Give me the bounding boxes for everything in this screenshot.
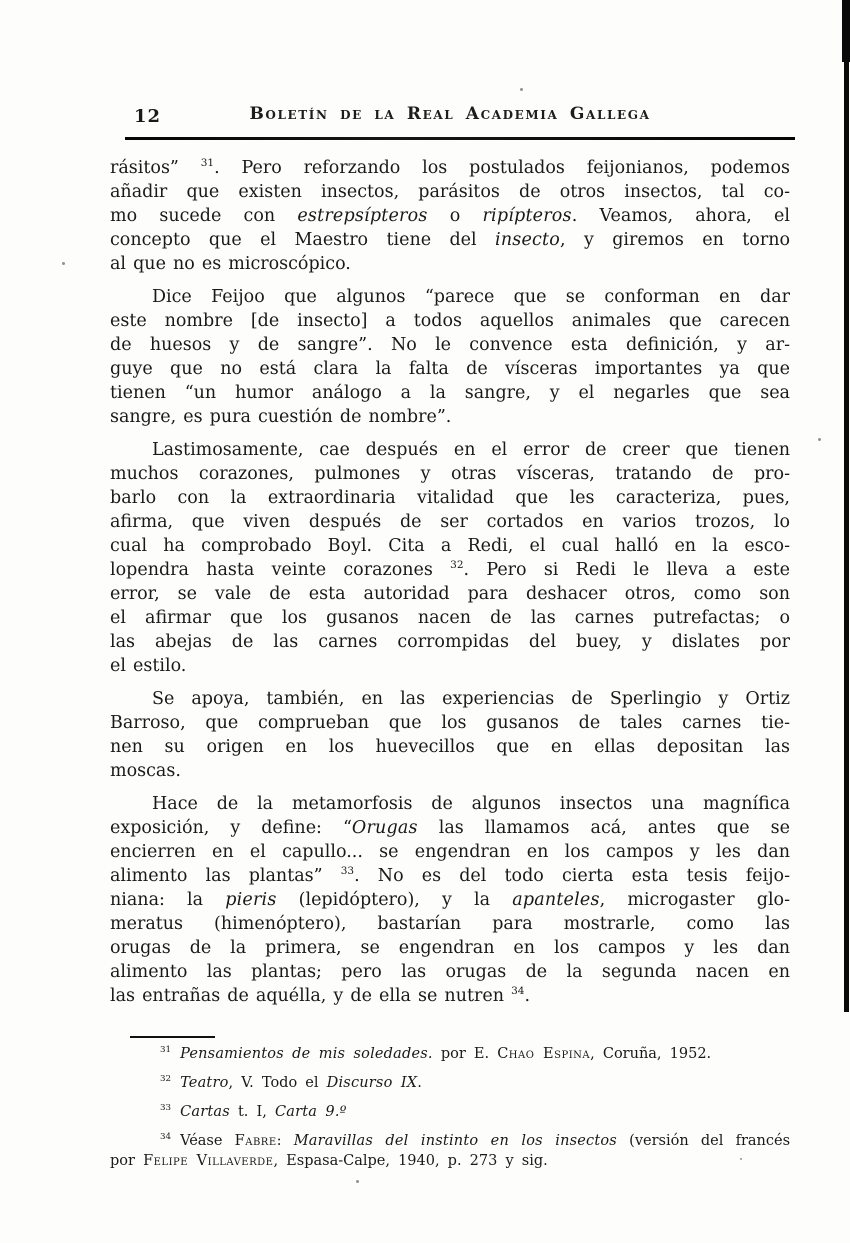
text-segment: niana: la: [110, 890, 226, 910]
footnote-reference: 33: [340, 865, 355, 878]
text-segment: alimento las plantas; pero las orugas de la segunda nacen en: [110, 962, 790, 982]
footnote-separator: [130, 1036, 215, 1038]
text-segment: las abejas de las carnes corrompidas del buey, y dislates por: [110, 632, 790, 652]
text-segment: Pensamientos de mis soledades.: [180, 1046, 433, 1062]
text-line: [110, 438, 790, 462]
text-line: [110, 960, 790, 984]
text-line: [110, 357, 790, 381]
page-body: [110, 156, 790, 1008]
text-segment: barlo con la extraordinaria vitalidad que les caracteriza, pues,: [110, 488, 790, 508]
text-line: [110, 180, 790, 204]
text-segment: Cartas: [180, 1104, 230, 1120]
footnote-reference: 32: [160, 1074, 172, 1085]
text-line: [110, 1102, 790, 1122]
text-segment: .: [417, 1075, 422, 1091]
footnote-reference: 33: [160, 1103, 172, 1114]
text-segment: Orugas: [351, 818, 418, 838]
text-line: [110, 510, 790, 534]
text-segment: encierren en el capullo... se engendran en los campos y les dan: [110, 842, 790, 862]
text-segment: las llamamos acá, antes que se: [417, 818, 791, 838]
text-segment: :: [276, 1133, 294, 1149]
footnote: [110, 1131, 790, 1171]
text-line: [110, 888, 790, 912]
text-segment: , V. Todo el: [228, 1075, 327, 1091]
text-segment: este nombre [de insecto] a todos aquellos animales que carecen: [110, 311, 790, 331]
text-segment: , Espasa-Calpe, 1940, p. 273 y sig.: [273, 1153, 548, 1169]
text-line: [110, 582, 790, 606]
text-segment: . No es del todo cierta esta tesis feijo-: [354, 866, 790, 886]
text-line: [110, 1151, 790, 1171]
text-segment: por: [110, 1153, 144, 1169]
text-line: [110, 1044, 790, 1064]
scan-speck: [62, 262, 65, 265]
text-segment: Teatro: [180, 1075, 229, 1091]
text-line: [110, 936, 790, 960]
text-segment: Felipe Villaverde: [143, 1153, 274, 1169]
text-line: [110, 864, 790, 888]
footnote: [110, 1102, 790, 1122]
text-segment: afirma, que viven después de ser cortados en varios trozos, lo: [110, 512, 790, 532]
footnotes: [110, 1044, 790, 1171]
footnote: [110, 1044, 790, 1064]
paragraph: [110, 687, 790, 783]
scan-edge-artifact-top: [842, 0, 850, 62]
scan-speck: [520, 88, 523, 91]
paragraph: [110, 285, 790, 429]
text-line: [110, 840, 790, 864]
text-segment: Fabre: [234, 1133, 277, 1149]
text-line: [110, 735, 790, 759]
text-segment: , Coruña, 1952.: [590, 1046, 712, 1062]
footnote-reference: 34: [160, 1132, 172, 1143]
paragraph: [110, 438, 790, 678]
scan-edge-artifact: [844, 0, 849, 1012]
text-segment: estrepsípteros: [297, 206, 428, 226]
text-segment: Dice Feijoo que algunos “parece que se conforman en dar: [152, 287, 790, 307]
text-segment: por E.: [432, 1046, 498, 1062]
scan-speck: [356, 1180, 359, 1183]
text-line: [110, 1073, 790, 1093]
text-line: [110, 486, 790, 510]
text-segment: (versión del francés: [616, 1133, 791, 1149]
text-line: [110, 984, 790, 1008]
text-segment: ripípteros: [482, 206, 572, 226]
text-segment: , microgaster glo-: [599, 890, 791, 910]
text-line: [110, 462, 790, 486]
text-segment: nen su origen en los huevecillos que en ellas depositan las: [110, 737, 790, 757]
footnote-reference: 32: [450, 559, 464, 572]
text-segment: Se apoya, también, en las experiencias de Sperlingio y Ortiz: [152, 689, 790, 709]
text-segment: error, se vale de esta autoridad para deshacer otros, como son: [110, 584, 790, 604]
text-segment: Discurso IX: [326, 1075, 418, 1091]
text-segment: Barroso, que comprueban que los gusanos de tales carnes tie-: [110, 713, 790, 733]
text-line: [110, 687, 790, 711]
text-segment: alimento las plantas”: [110, 866, 341, 886]
text-segment: lopendra hasta veinte corazones: [110, 560, 451, 580]
text-segment: el afirmar que los gusanos nacen de las carnes putrefactas; o: [110, 608, 790, 628]
text-line: [110, 711, 790, 735]
text-segment: tienen “un humor análogo a la sangre, y el negarles que sea: [110, 383, 790, 403]
text-segment: rásitos”: [110, 158, 201, 178]
text-line: [110, 309, 790, 333]
paragraph: [110, 792, 790, 1008]
text-segment: t. I,: [229, 1104, 275, 1120]
text-segment: Véase: [180, 1133, 235, 1149]
text-line: [110, 156, 790, 180]
text-segment: pieris: [225, 890, 277, 910]
footnote: [110, 1073, 790, 1093]
text-line: [110, 816, 790, 840]
text-line: [110, 534, 790, 558]
footnote-reference: 34: [511, 985, 525, 998]
text-line: [110, 912, 790, 936]
text-segment: exposición, y define: “: [110, 818, 352, 838]
text-segment: (lepidóptero), y la: [276, 890, 513, 910]
text-segment: Maravillas del instinto en los insectos: [293, 1133, 617, 1149]
text-segment: . Pero reforzando los postulados feijonianos, podemos: [214, 158, 790, 178]
text-line: [110, 558, 790, 582]
text-line: [110, 285, 790, 309]
text-line: [110, 333, 790, 357]
text-segment: añadir que existen insectos, parásitos de otros insectos, tal co-: [110, 182, 790, 202]
scan-speck: [818, 438, 821, 441]
running-title: Boletín de la Real Academia Gallega: [249, 104, 651, 124]
text-segment: al que no es microscópico.: [110, 254, 351, 274]
text-segment: de huesos y de sangre”. No le convence esta definición, y ar-: [110, 335, 790, 355]
text-segment: meratus (himenóptero), bastarían para mostrarle, como las: [110, 914, 790, 934]
text-line: [110, 204, 790, 228]
text-line: [110, 759, 790, 783]
text-line: [110, 252, 790, 276]
text-segment: Carta 9.º: [274, 1104, 347, 1120]
text-segment: . Veamos, ahora, el: [571, 206, 790, 226]
text-segment: moscas.: [110, 761, 181, 781]
text-line: [110, 228, 790, 252]
text-segment: . Pero si Redi le lleva a este: [463, 560, 790, 580]
footnote-reference: 31: [200, 157, 215, 170]
text-segment: o: [427, 206, 483, 226]
text-segment: .: [524, 986, 531, 1006]
text-segment: concepto que el Maestro tiene del: [110, 230, 496, 250]
text-segment: apanteles: [512, 890, 600, 910]
text-segment: mo sucede con: [110, 206, 298, 226]
page-header: [110, 104, 790, 132]
text-segment: cual ha comprobado Boyl. Cita a Redi, el cual halló en la esco-: [110, 536, 790, 556]
text-line: [110, 630, 790, 654]
text-line: [110, 381, 790, 405]
header-rule: [125, 137, 795, 140]
text-segment: , y giremos en torno: [560, 230, 791, 250]
text-segment: guye que no está clara la falta de vísceras importantes ya que: [110, 359, 790, 379]
paragraph: [110, 156, 790, 276]
text-segment: sangre, es pura cuestión de nombre”.: [110, 407, 452, 427]
text-line: [110, 654, 790, 678]
text-line: [110, 792, 790, 816]
text-segment: Chao Espina: [497, 1046, 591, 1062]
text-segment: insecto: [495, 230, 561, 250]
text-segment: el estilo.: [110, 656, 187, 676]
text-segment: Lastimosamente, cae después en el error de creer que tienen: [152, 440, 790, 460]
text-line: [110, 1131, 790, 1151]
footnote-reference: 31: [160, 1045, 172, 1056]
text-segment: muchos corazones, pulmones y otras vísceras, tratando de pro-: [110, 464, 790, 484]
text-line: [110, 606, 790, 630]
text-segment: orugas de la primera, se engendran en los campos y les dan: [110, 938, 790, 958]
text-line: [110, 405, 790, 429]
text-segment: Hace de la metamorfosis de algunos insectos una magnífica: [152, 794, 790, 814]
page-number: 12: [134, 106, 162, 127]
text-segment: las entrañas de aquélla, y de ella se nutren: [110, 986, 512, 1006]
